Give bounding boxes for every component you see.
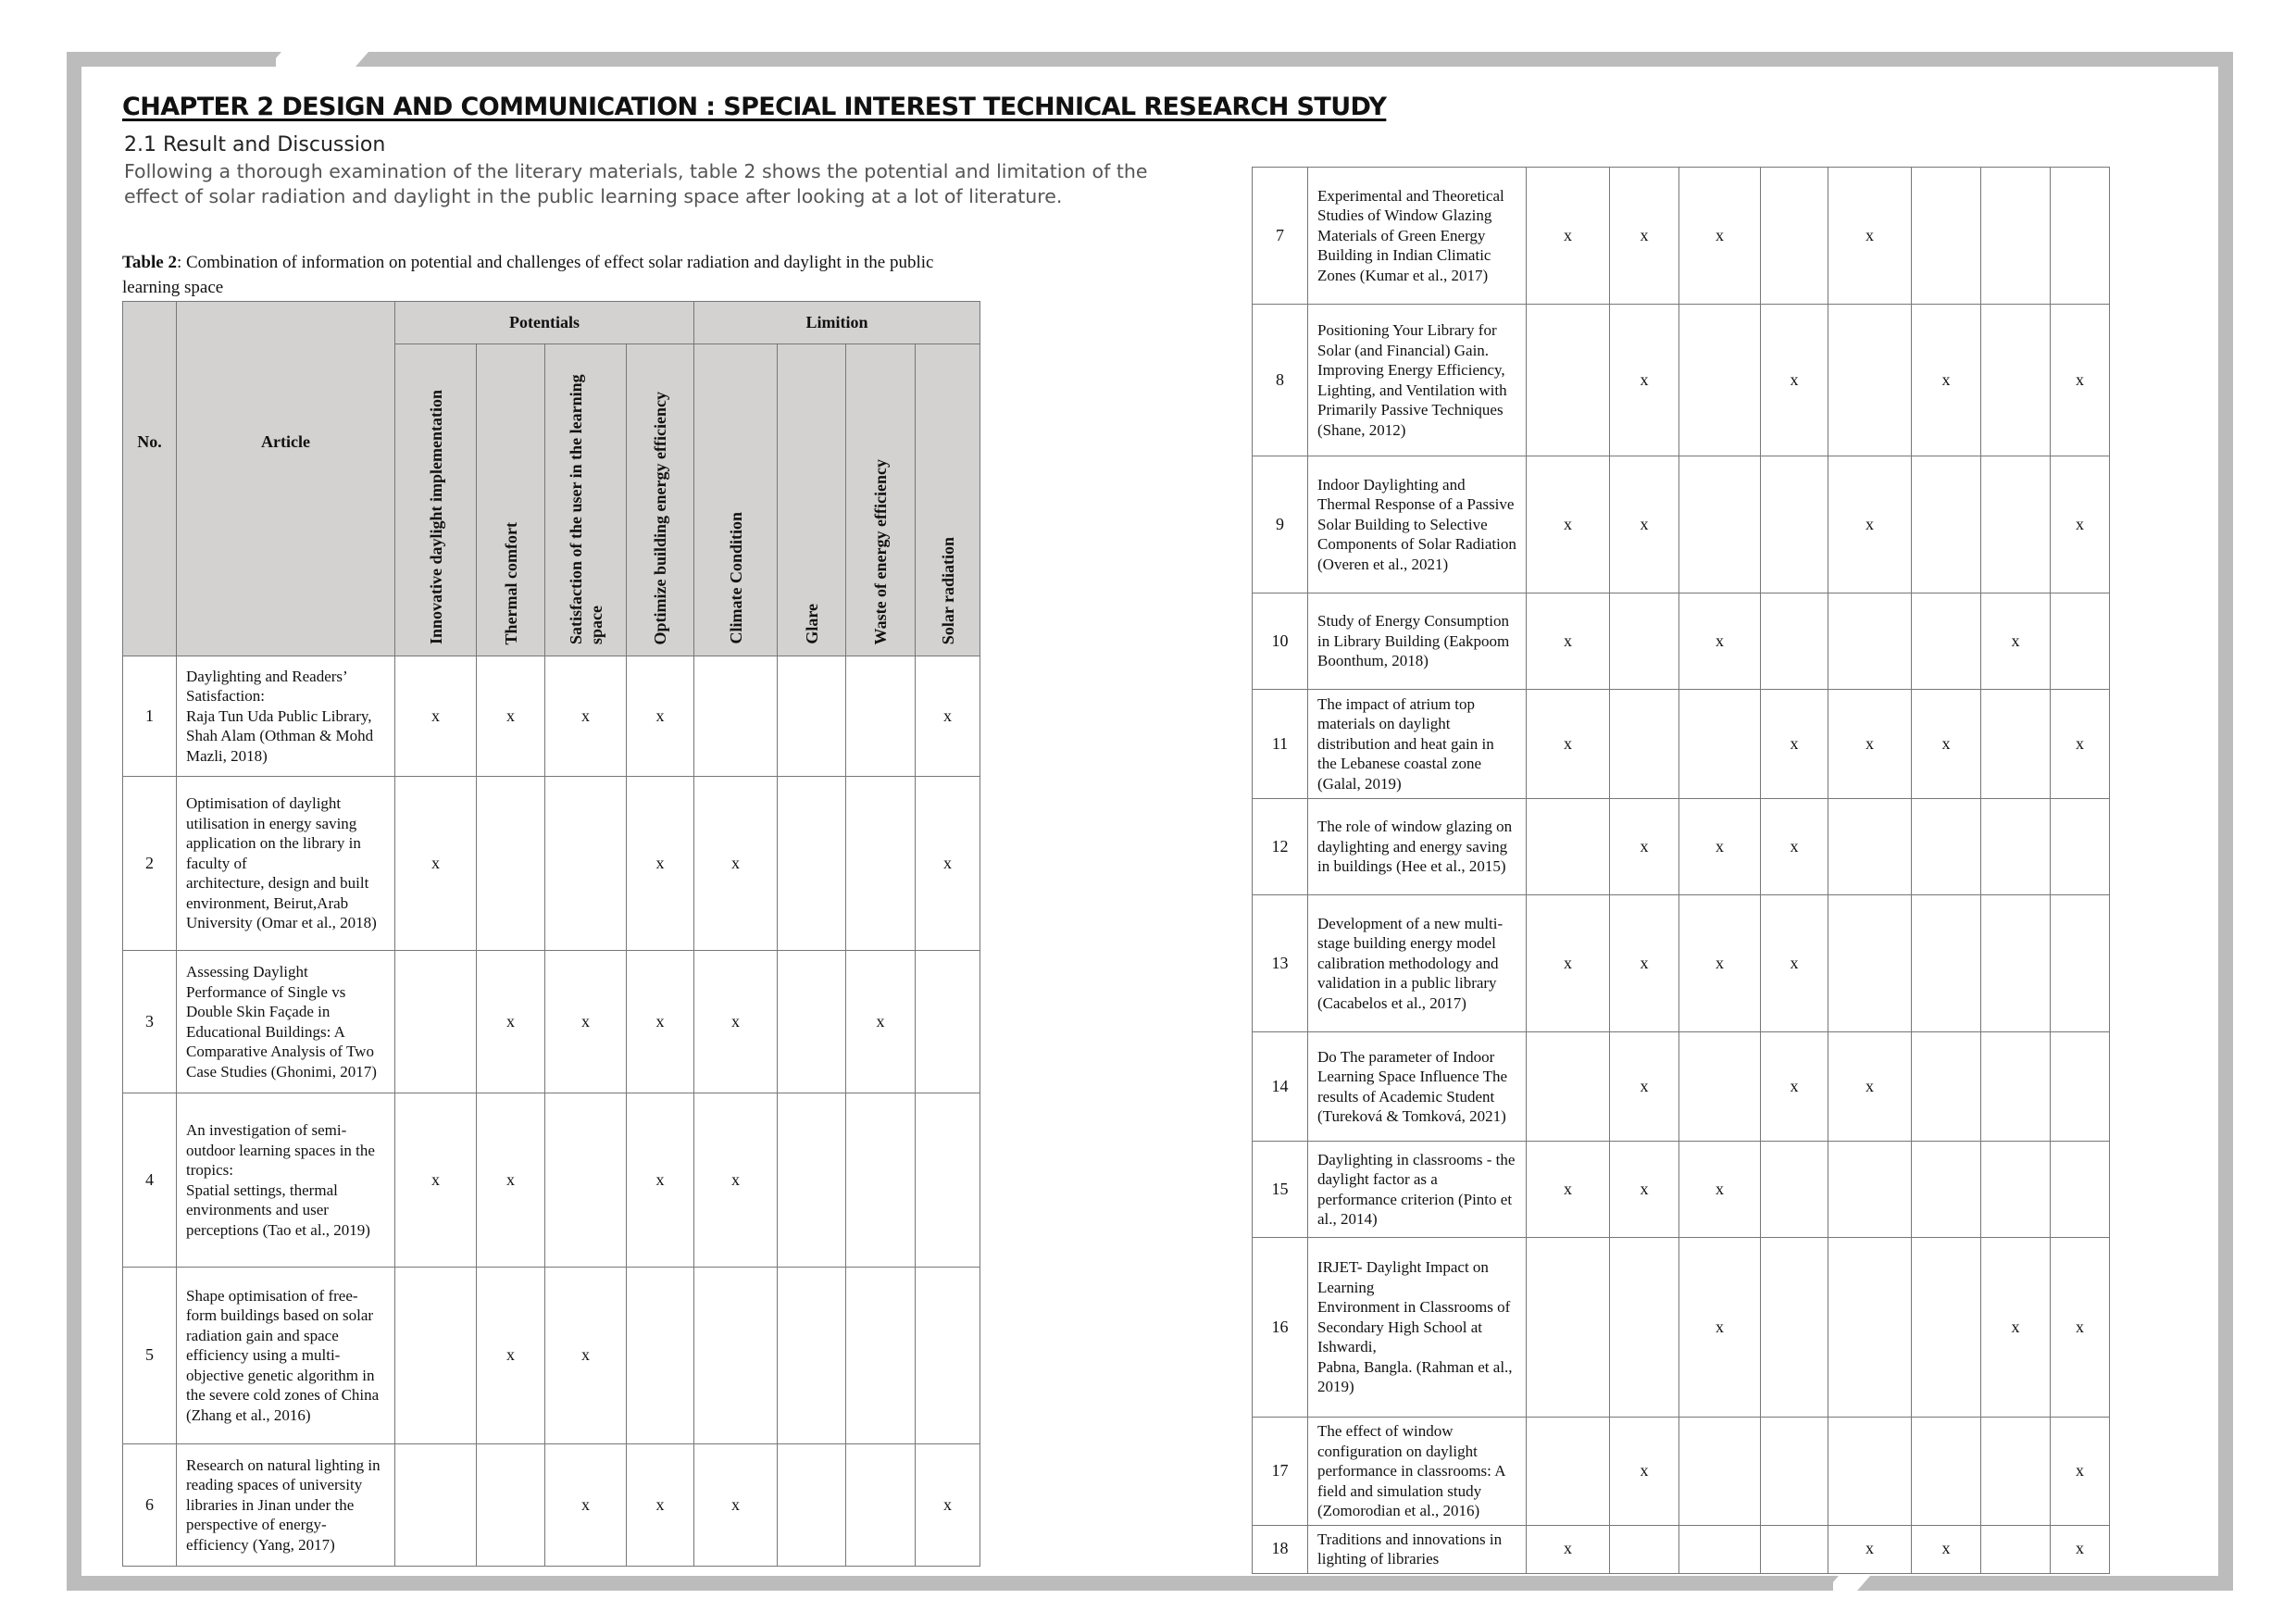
- row-mark-cell: x: [916, 777, 980, 951]
- table-row: [1253, 1238, 2110, 1418]
- row-mark-cell: [1912, 456, 1981, 593]
- row-mark-cell: x: [1527, 690, 1610, 799]
- row-mark-cell: [1828, 1142, 1912, 1238]
- table-row: [1253, 456, 2110, 593]
- row-mark-cell: [916, 951, 980, 1093]
- row-number: 5: [123, 1268, 177, 1444]
- row-mark-cell: [1761, 1525, 1828, 1573]
- row-mark-cell: [1610, 1238, 1679, 1418]
- row-mark-cell: x: [916, 1444, 980, 1567]
- table-caption-text: : Combination of information on potential and challenges of effect solar radiation and daylight in the public learning space: [122, 253, 934, 297]
- row-mark-cell: [916, 1093, 980, 1268]
- row-mark-cell: [1912, 1418, 1981, 1526]
- row-mark-cell: [1527, 1032, 1610, 1142]
- row-mark-cell: [778, 656, 846, 777]
- table-row: [123, 1268, 980, 1444]
- row-mark-cell: x: [1761, 1032, 1828, 1142]
- row-mark-cell: x: [2051, 305, 2110, 456]
- row-mark-cell: x: [1527, 1525, 1610, 1573]
- row-mark-cell: x: [1679, 799, 1761, 895]
- row-article: Experimental and Theoretical Studies of Window Glazing Materials of Green Energy Building in Indian Climatic Zones (Kumar et al., 2017): [1308, 168, 1527, 305]
- row-mark-cell: x: [1679, 1238, 1761, 1418]
- row-mark-cell: [2051, 1142, 2110, 1238]
- row-mark-cell: [1981, 456, 2051, 593]
- row-mark-cell: x: [1912, 1525, 1981, 1573]
- row-mark-cell: [1912, 593, 1981, 690]
- row-mark-cell: x: [1828, 456, 1912, 593]
- row-mark-cell: x: [627, 951, 694, 1093]
- row-mark-cell: x: [1828, 168, 1912, 305]
- results-table-left: [122, 301, 980, 1567]
- row-mark-cell: [846, 1093, 916, 1268]
- table-caption: [122, 250, 955, 300]
- frame-top-notch-left: [268, 52, 281, 67]
- row-mark-cell: x: [694, 1093, 778, 1268]
- row-mark-cell: [1761, 1418, 1828, 1526]
- column-header-solar-radiation: [916, 344, 980, 656]
- row-mark-cell: x: [545, 656, 627, 777]
- row-article: The role of window glazing on daylighting and energy saving in buildings (Hee et al., 2015): [1308, 799, 1527, 895]
- row-article: Assessing Daylight Performance of Single vs Double Skin Façade in Educational Buildings: A Comparative Analysis of Two Case Studies (Ghonimi, 2017): [177, 951, 395, 1093]
- column-header-solar-radiation-label: Solar radiation: [938, 536, 957, 644]
- row-mark-cell: [395, 951, 477, 1093]
- row-article: Traditions and innovations in lighting of libraries: [1308, 1525, 1527, 1573]
- row-mark-cell: [2051, 895, 2110, 1032]
- row-mark-cell: x: [395, 777, 477, 951]
- row-mark-cell: x: [1527, 895, 1610, 1032]
- row-mark-cell: x: [1610, 1032, 1679, 1142]
- row-mark-cell: x: [1828, 1525, 1912, 1573]
- row-mark-cell: x: [1828, 690, 1912, 799]
- frame-bottom-notch-right: [1857, 1576, 1870, 1591]
- table-row: [123, 777, 980, 951]
- row-mark-cell: [1527, 799, 1610, 895]
- column-header-climate-condition: [694, 344, 778, 656]
- row-mark-cell: [1912, 1142, 1981, 1238]
- column-header-optimize-energy: [627, 344, 694, 656]
- column-header-climate-condition-label: Climate Condition: [726, 512, 745, 644]
- results-table-right: [1252, 167, 2110, 1574]
- row-mark-cell: x: [1527, 168, 1610, 305]
- row-mark-cell: [477, 777, 545, 951]
- column-header-waste-energy: [846, 344, 916, 656]
- table-row: [123, 656, 980, 777]
- row-mark-cell: x: [477, 656, 545, 777]
- row-article: Study of Energy Consumption in Library Building (Eakpoom Boonthum, 2018): [1308, 593, 1527, 690]
- row-mark-cell: x: [1610, 799, 1679, 895]
- column-header-waste-energy-label: Waste of energy efficiency: [871, 458, 890, 644]
- row-mark-cell: [545, 1093, 627, 1268]
- row-mark-cell: x: [1527, 456, 1610, 593]
- row-mark-cell: x: [1679, 168, 1761, 305]
- row-article: IRJET- Daylight Impact on Learning Environment in Classrooms of Secondary High School at Ishwardi, Pabna, Bangla. (Rahman et al., 2019): [1308, 1238, 1527, 1418]
- row-number: 15: [1253, 1142, 1308, 1238]
- row-article: The impact of atrium top materials on daylight distribution and heat gain in the Lebanese coastal zone (Galal, 2019): [1308, 690, 1527, 799]
- row-mark-cell: x: [627, 656, 694, 777]
- row-article: Do The parameter of Indoor Learning Space Influence The results of Academic Student (Tureková & Tomková, 2021): [1308, 1032, 1527, 1142]
- row-mark-cell: [1679, 1032, 1761, 1142]
- row-number: 12: [1253, 799, 1308, 895]
- row-mark-cell: x: [916, 656, 980, 777]
- row-mark-cell: [694, 1268, 778, 1444]
- row-mark-cell: x: [1679, 895, 1761, 1032]
- row-article: Shape optimisation of free-form buildings based on solar radiation gain and space efficiency using a multi-objective genetic algorithm in the severe cold zones of China (Zhang et al., 2016): [177, 1268, 395, 1444]
- row-article: Positioning Your Library for Solar (and Financial) Gain. Improving Energy Efficiency, Lighting, and Ventilation with Primarily Passive Techniques (Shane, 2012): [1308, 305, 1527, 456]
- row-mark-cell: [1828, 895, 1912, 1032]
- row-mark-cell: [1912, 895, 1981, 1032]
- group-header-potentials: Potentials: [395, 302, 694, 344]
- row-number: 17: [1253, 1418, 1308, 1526]
- row-mark-cell: [1761, 456, 1828, 593]
- row-mark-cell: x: [1761, 799, 1828, 895]
- row-mark-cell: [1761, 168, 1828, 305]
- row-article: Daylighting and Readers’ Satisfaction: Raja Tun Uda Public Library, Shah Alam (Othman & Mohd Mazli, 2018): [177, 656, 395, 777]
- row-mark-cell: [1610, 593, 1679, 690]
- row-mark-cell: x: [1527, 1142, 1610, 1238]
- row-number: 7: [1253, 168, 1308, 305]
- frame-left-bar: [67, 52, 81, 1591]
- row-mark-cell: [1679, 1418, 1761, 1526]
- table-row: [1253, 895, 2110, 1032]
- row-number: 14: [1253, 1032, 1308, 1142]
- row-mark-cell: x: [1981, 1238, 2051, 1418]
- row-number: 3: [123, 951, 177, 1093]
- row-mark-cell: [694, 656, 778, 777]
- row-mark-cell: x: [1912, 305, 1981, 456]
- row-mark-cell: [1981, 799, 2051, 895]
- table-row: [123, 1444, 980, 1567]
- row-mark-cell: x: [1610, 168, 1679, 305]
- row-mark-cell: [1610, 1525, 1679, 1573]
- row-number: 8: [1253, 305, 1308, 456]
- table-row: [1253, 1142, 2110, 1238]
- row-mark-cell: x: [1527, 593, 1610, 690]
- row-mark-cell: x: [1761, 895, 1828, 1032]
- row-number: 16: [1253, 1238, 1308, 1418]
- row-mark-cell: [2051, 593, 2110, 690]
- row-mark-cell: [1610, 690, 1679, 799]
- row-mark-cell: x: [1679, 1142, 1761, 1238]
- row-mark-cell: x: [1610, 1418, 1679, 1526]
- row-mark-cell: [1679, 456, 1761, 593]
- table-row: [1253, 1032, 2110, 1142]
- row-mark-cell: [1981, 895, 2051, 1032]
- row-mark-cell: [2051, 799, 2110, 895]
- row-mark-cell: [1828, 305, 1912, 456]
- row-mark-cell: [1527, 1418, 1610, 1526]
- row-mark-cell: [916, 1268, 980, 1444]
- row-mark-cell: [1828, 1418, 1912, 1526]
- row-article: Development of a new multi-stage building energy model calibration methodology and validation in a public library (Cacabelos et al., 2017): [1308, 895, 1527, 1032]
- row-mark-cell: [778, 1093, 846, 1268]
- row-number: 18: [1253, 1525, 1308, 1573]
- row-mark-cell: x: [477, 1093, 545, 1268]
- column-header-user-satisfaction-label: Satisfaction of the user in the learning space: [566, 374, 605, 644]
- frame-top-right-bar: [368, 52, 2233, 67]
- row-mark-cell: [395, 1444, 477, 1567]
- table-row: [1253, 799, 2110, 895]
- row-mark-cell: x: [477, 951, 545, 1093]
- frame-top-notch-right: [356, 52, 368, 67]
- row-mark-cell: x: [1761, 690, 1828, 799]
- row-article: Indoor Daylighting and Thermal Response of a Passive Solar Building to Selective Components of Solar Radiation (Overen et al., 2021): [1308, 456, 1527, 593]
- row-mark-cell: x: [2051, 1418, 2110, 1526]
- row-mark-cell: x: [545, 1444, 627, 1567]
- frame-right-bar: [2218, 52, 2233, 1591]
- row-mark-cell: [1828, 799, 1912, 895]
- row-article: The effect of window configuration on daylight performance in classrooms: A field and simulation study (Zomorodian et al., 2016): [1308, 1418, 1527, 1526]
- column-header-optimize-energy-label: Optimize building energy efficiency: [651, 391, 669, 644]
- column-header-thermal-comfort-label: Thermal comfort: [501, 521, 520, 644]
- table-row: [1253, 1418, 2110, 1526]
- table-caption-label: Table 2: [122, 253, 177, 272]
- row-mark-cell: [1981, 1032, 2051, 1142]
- row-mark-cell: x: [1828, 1032, 1912, 1142]
- row-mark-cell: [627, 1268, 694, 1444]
- column-header-user-satisfaction: [545, 344, 627, 656]
- table-row: [1253, 168, 2110, 305]
- frame-bottom-right-bar: [1870, 1576, 2233, 1591]
- row-mark-cell: x: [395, 656, 477, 777]
- column-header-article: Article: [177, 302, 395, 656]
- row-article: Research on natural lighting in reading spaces of university libraries in Jinan under the perspective of energy-efficiency (Yang, 2017): [177, 1444, 395, 1567]
- row-mark-cell: [2051, 1032, 2110, 1142]
- row-mark-cell: [1761, 1142, 1828, 1238]
- row-number: 9: [1253, 456, 1308, 593]
- row-mark-cell: x: [694, 951, 778, 1093]
- row-mark-cell: [1981, 1142, 2051, 1238]
- table-row: [1253, 1525, 2110, 1573]
- column-header-innovative-daylight-label: Innovative daylight implementation: [426, 389, 445, 644]
- row-mark-cell: [477, 1444, 545, 1567]
- row-mark-cell: [545, 777, 627, 951]
- row-mark-cell: x: [846, 951, 916, 1093]
- row-mark-cell: x: [2051, 690, 2110, 799]
- section-title: 2.1 Result and Discussion: [124, 133, 386, 156]
- row-mark-cell: [1679, 690, 1761, 799]
- row-mark-cell: x: [627, 1444, 694, 1567]
- row-mark-cell: [1679, 1525, 1761, 1573]
- row-mark-cell: [1981, 690, 2051, 799]
- row-mark-cell: [1527, 1238, 1610, 1418]
- frame-bottom-left-bar: [67, 1576, 1833, 1591]
- frame-top-left-bar: [67, 52, 276, 67]
- column-header-glare: [778, 344, 846, 656]
- intro-paragraph: Following a thorough examination of the literary materials, table 2 shows the potential and limitation of the effect of solar radiation and daylight in the public learning space after looking at a lot of literature.: [124, 160, 1148, 207]
- row-mark-cell: x: [1761, 305, 1828, 456]
- row-mark-cell: [846, 777, 916, 951]
- row-mark-cell: x: [2051, 456, 2110, 593]
- row-mark-cell: x: [1981, 593, 2051, 690]
- column-header-innovative-daylight: [395, 344, 477, 656]
- column-header-no: No.: [123, 302, 177, 656]
- row-number: 6: [123, 1444, 177, 1567]
- row-mark-cell: [1912, 168, 1981, 305]
- row-mark-cell: [846, 656, 916, 777]
- row-mark-cell: x: [477, 1268, 545, 1444]
- row-mark-cell: x: [545, 1268, 627, 1444]
- table-row: [1253, 690, 2110, 799]
- row-mark-cell: [778, 1268, 846, 1444]
- chapter-title: CHAPTER 2 DESIGN AND COMMUNICATION : SPECIAL INTEREST TECHNICAL RESEARCH STUDY: [122, 93, 1387, 121]
- row-mark-cell: [778, 1444, 846, 1567]
- row-mark-cell: x: [694, 1444, 778, 1567]
- row-mark-cell: [1912, 799, 1981, 895]
- row-mark-cell: x: [545, 951, 627, 1093]
- row-mark-cell: [846, 1268, 916, 1444]
- table-row: [1253, 305, 2110, 456]
- row-article: Daylighting in classrooms - the daylight factor as a performance criterion (Pinto et al., 2014): [1308, 1142, 1527, 1238]
- frame-bottom-notch-left: [1826, 1576, 1839, 1591]
- row-number: 13: [1253, 895, 1308, 1032]
- row-mark-cell: [778, 777, 846, 951]
- row-number: 4: [123, 1093, 177, 1268]
- row-mark-cell: [1828, 1238, 1912, 1418]
- row-mark-cell: x: [1679, 593, 1761, 690]
- row-mark-cell: x: [627, 1093, 694, 1268]
- row-mark-cell: [778, 951, 846, 1093]
- row-number: 2: [123, 777, 177, 951]
- row-number: 1: [123, 656, 177, 777]
- row-mark-cell: [1912, 1238, 1981, 1418]
- row-mark-cell: x: [1610, 1142, 1679, 1238]
- row-mark-cell: [1912, 1032, 1981, 1142]
- row-mark-cell: [1828, 593, 1912, 690]
- row-mark-cell: [1761, 1238, 1828, 1418]
- table-row: [1253, 593, 2110, 690]
- column-header-glare-label: Glare: [802, 604, 821, 644]
- row-number: 11: [1253, 690, 1308, 799]
- row-mark-cell: [1981, 305, 2051, 456]
- row-mark-cell: [846, 1444, 916, 1567]
- row-mark-cell: x: [627, 777, 694, 951]
- row-mark-cell: [1981, 168, 2051, 305]
- row-number: 10: [1253, 593, 1308, 690]
- table-row: [123, 1093, 980, 1268]
- row-mark-cell: x: [1610, 305, 1679, 456]
- row-mark-cell: x: [1912, 690, 1981, 799]
- row-mark-cell: [1761, 593, 1828, 690]
- row-mark-cell: [2051, 168, 2110, 305]
- row-mark-cell: [1527, 305, 1610, 456]
- row-mark-cell: x: [1610, 456, 1679, 593]
- row-mark-cell: x: [2051, 1525, 2110, 1573]
- row-mark-cell: [1981, 1418, 2051, 1526]
- row-mark-cell: [1981, 1525, 2051, 1573]
- group-header-limitation: Limition: [694, 302, 980, 344]
- row-mark-cell: x: [2051, 1238, 2110, 1418]
- row-mark-cell: [395, 1268, 477, 1444]
- row-mark-cell: x: [395, 1093, 477, 1268]
- row-article: An investigation of semi-outdoor learning spaces in the tropics: Spatial settings, thermal environments and user perceptions (Tao et al., 2019): [177, 1093, 395, 1268]
- table-row: [123, 951, 980, 1093]
- row-mark-cell: [1679, 305, 1761, 456]
- row-article: Optimisation of daylight utilisation in energy saving application on the library in faculty of architecture, design and built environment, Beirut,Arab University (Omar et al., 2018): [177, 777, 395, 951]
- row-mark-cell: x: [1610, 895, 1679, 1032]
- row-mark-cell: x: [694, 777, 778, 951]
- column-header-thermal-comfort: [477, 344, 545, 656]
